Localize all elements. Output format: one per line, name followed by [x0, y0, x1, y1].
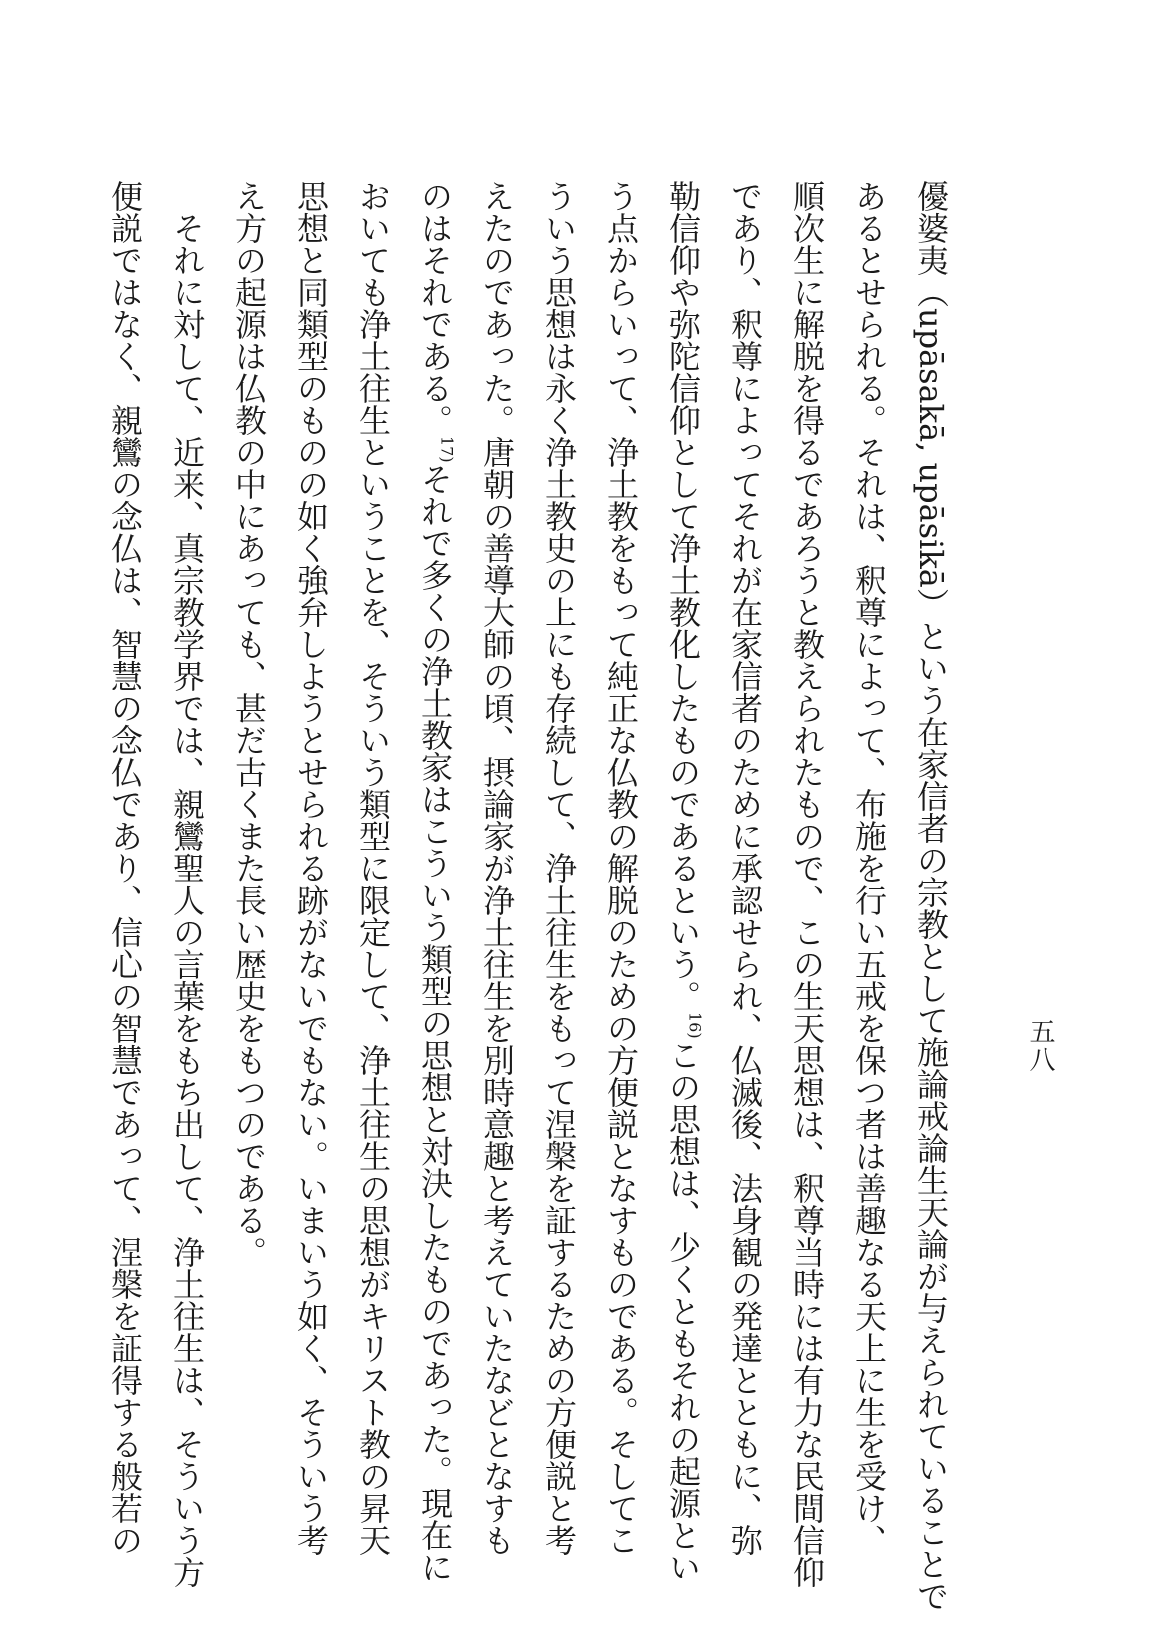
text-line-1: 優婆夷（upāsakā, upāsikā）という在家信者の宗教として施論戒論生天論が与えられていることで: [912, 180, 950, 1612]
text-line-12: え方の起源は仏教の中にあっても、甚だ古くまた長い歴史をもつのである。: [230, 180, 268, 1268]
text-line-7: ういう思想は永く浄土教史の上にも存続して、浄土往生をもって涅槃を証するための方便説と考: [540, 180, 578, 1556]
text-line-2: あるとせられる。それは、釈尊によって、布施を行い五戒を保つ者は善趣なる天上に生を受け、: [850, 180, 888, 1556]
footnote-ref-16: 16): [685, 1012, 705, 1039]
text-line-14: 便説ではなく、親鸞の念仏は、智慧の念仏であり、信心の智慧であって、涅槃を証得する般若の: [106, 180, 144, 1556]
text-line-10: おいても浄土往生ということを、そういう類型に限定して、浄土往生の思想がキリスト教の昇天: [354, 180, 392, 1556]
page-number: 五八: [1025, 1018, 1055, 1074]
text-line-6: う点からいって、浄土教をもって純正な仏教の解脱のための方便説となすものである。そしてこ: [602, 180, 640, 1556]
text-line-8: えたのであった。唐朝の善導大師の頃、摂論家が浄土往生を別時意趣と考えていたなどとなすも: [478, 180, 516, 1556]
text-line-9: のはそれである。$^{17)}$それで多くの浄土教家はこういう類型の思想と対決したものであった。現在に: [416, 180, 457, 1583]
footnote-ref-17: 17): [437, 436, 457, 463]
text-line-5: 勒信仰や弥陀信仰として浄土教化したものであるという。$^{16)}$この思想は、少くともそれの起源とい: [664, 180, 705, 1583]
body-text: [94, 180, 962, 1612]
text-line-13: それに対して、近来、真宗教学界では、親鸞聖人の言葉をもち出して、浄土往生は、そういう方: [168, 180, 206, 1588]
text-line-4: であり、釈尊によってそれが在家信者のために承認せられ、仏滅後、法身観の発達とともに、弥: [726, 180, 764, 1556]
text-line-3: 順次生に解脱を得るであろうと教えられたもので、この生天思想は、釈尊当時には有力な民間信仰: [788, 180, 826, 1588]
text-line-11: 思想と同類型のものの如く強弁しようとせられる跡がないでもない。いまいう如く、そういう考: [292, 180, 330, 1556]
